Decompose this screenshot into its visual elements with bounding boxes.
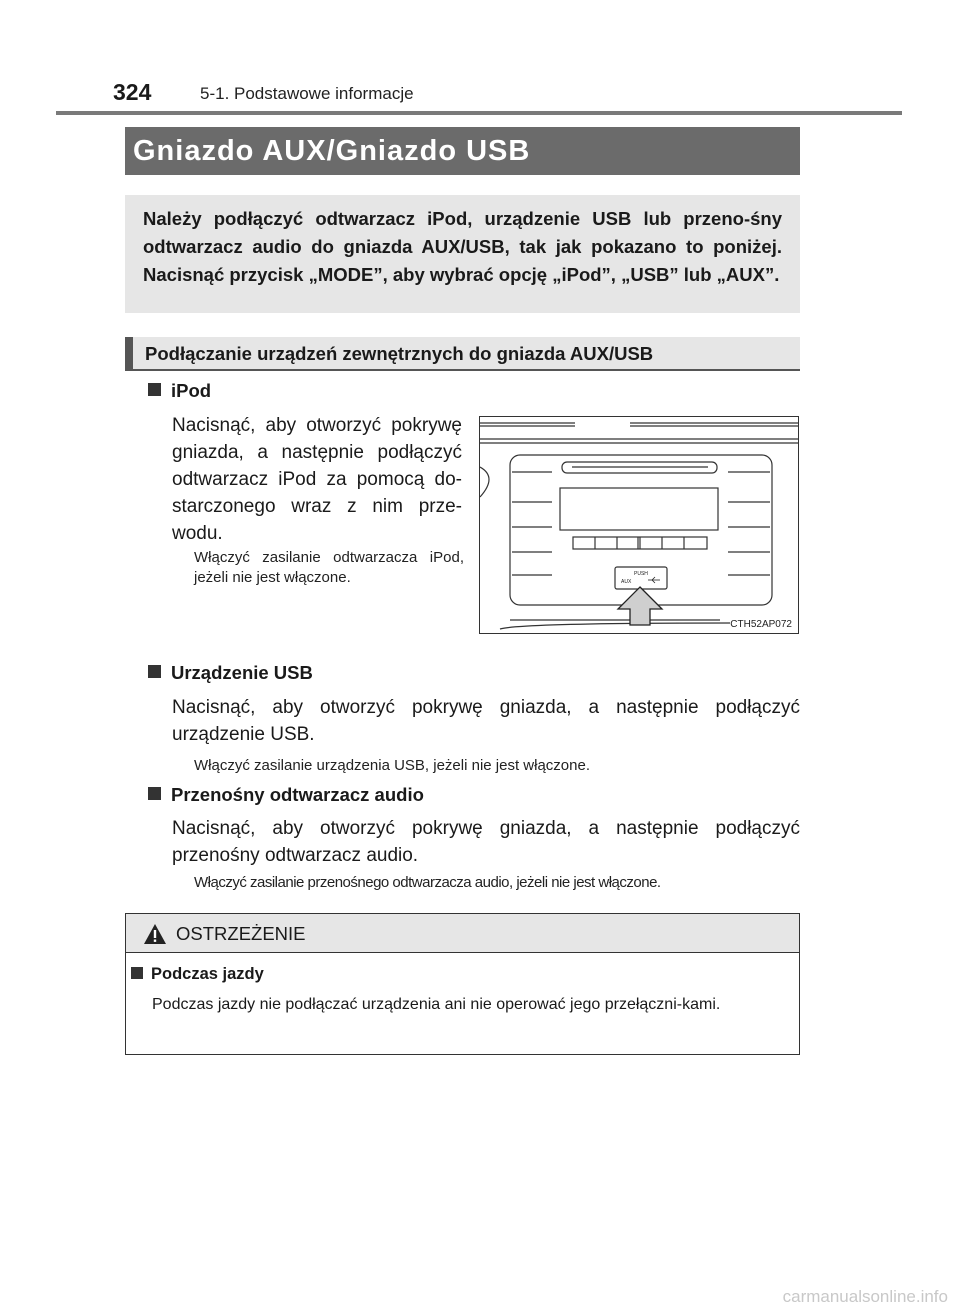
arrow-icon: [618, 587, 662, 625]
ipod-body-line-2: gniazda, a następnie podłączyć: [172, 442, 462, 463]
warning-title: OSTRZEŻENIE: [176, 923, 306, 944]
ipod-body-line-5: wodu.: [172, 523, 223, 544]
header-rule: [56, 111, 902, 115]
warning-item-heading: [131, 965, 264, 984]
portable-note: Włączyć zasilanie przenośnego odtwarzacza audio, jeżeli nie jest włączone.: [194, 874, 661, 891]
square-bullet-icon: [148, 787, 161, 800]
push-label: PUSH: [634, 571, 648, 577]
usb-heading-label: Urządzenie USB: [171, 662, 313, 683]
portable-heading: [148, 784, 424, 806]
ipod-heading-label: iPod: [171, 380, 212, 401]
square-bullet-icon: [148, 665, 161, 678]
warning-item-body: Podczas jazdy nie podłączać urządzenia ani nie operować jego przełączni-kami.: [152, 996, 721, 1013]
radio-illustration: [479, 416, 799, 634]
aux-label: AUX: [621, 579, 632, 585]
section-path: 5-1. Podstawowe informacje: [200, 84, 414, 103]
square-bullet-icon: [148, 383, 161, 396]
usb-symbol-icon: [648, 577, 660, 583]
ipod-body-line-1: Nacisnąć, aby otworzyć pokrywę: [172, 415, 462, 436]
ipod-note: Włączyć zasilanie odtwarzacza iPod, jeżeli nie jest włączone.: [194, 549, 464, 586]
warning-item-heading-label: Podczas jazdy: [151, 965, 264, 983]
ipod-heading: [148, 380, 211, 402]
usb-note: Włączyć zasilanie urządzenia USB, jeżeli nie jest włączone.: [194, 757, 591, 774]
subheading: Podłączanie urządzeń zewnętrznych do gniazda AUX/USB: [125, 337, 800, 371]
ipod-body: [172, 412, 462, 547]
watermark: carmanualsonline.info: [782, 1287, 948, 1306]
ipod-body-line-3: odtwarzacz iPod za pomocą do-: [172, 469, 462, 490]
radio-drawing: [480, 417, 799, 634]
page-number: 324: [113, 79, 152, 105]
intro-box: Należy podłączyć odtwarzacz iPod, urządzenie USB lub przeno-śny odtwarzacz audio do gniazda AUX/USB, tak jak pokazano to poniżej. Nacisnąć przycisk „MODE”, aby wybrać opcję „iPod”, „USB” lub „AUX”.: [125, 195, 800, 313]
page-title: Gniazdo AUX/Gniazdo USB: [125, 127, 800, 175]
square-bullet-icon: [131, 967, 143, 979]
usb-heading: [148, 662, 313, 684]
portable-heading-label: Przenośny odtwarzacz audio: [171, 784, 424, 805]
warning-header: [126, 914, 799, 953]
warning-triangle-icon: [143, 923, 167, 945]
warning-box: [125, 913, 800, 1055]
portable-body: Nacisnąć, aby otworzyć pokrywę gniazda, a następnie podłączyć przenośny odtwarzacz audio.: [172, 818, 800, 866]
ipod-body-line-4: starczonego wraz z nim prze-: [172, 496, 462, 517]
figure-code: CTH52AP072: [730, 619, 792, 630]
usb-body: Nacisnąć, aby otworzyć pokrywę gniazda, a następnie podłączyć urządzenie USB.: [172, 697, 800, 745]
